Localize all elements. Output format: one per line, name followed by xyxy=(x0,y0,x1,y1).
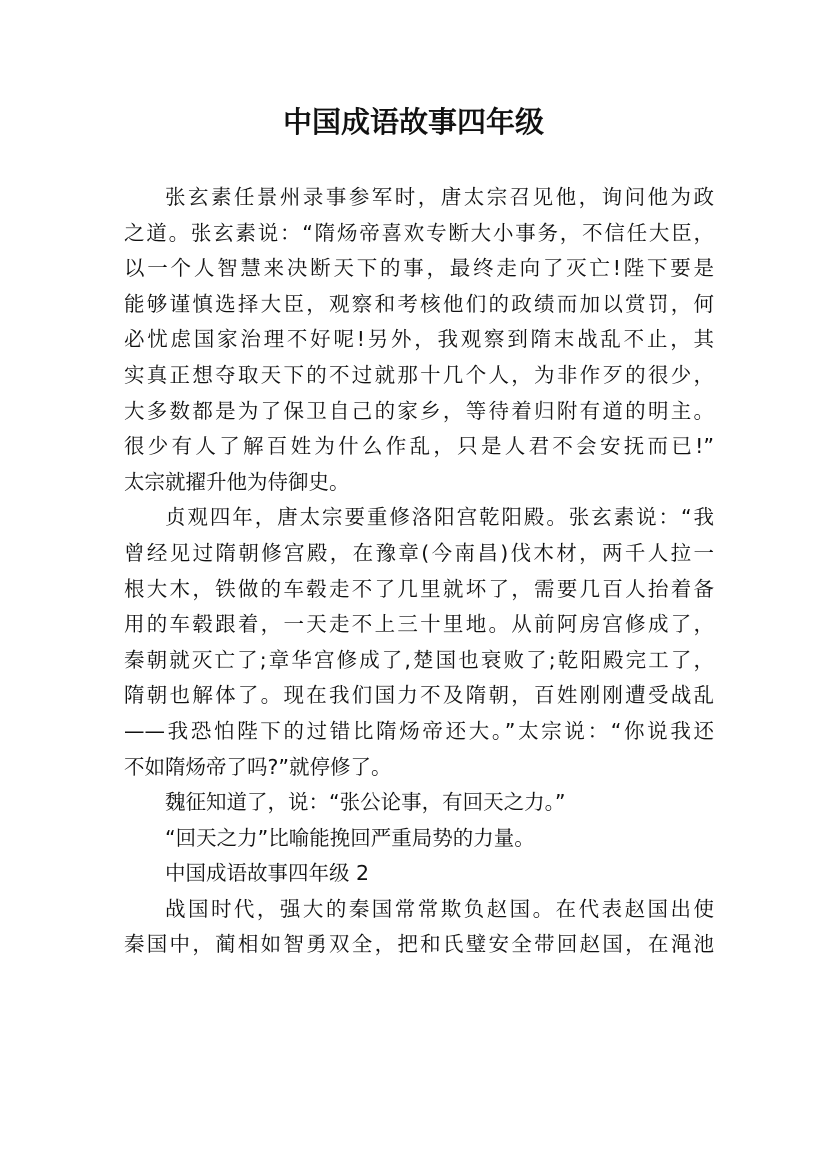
paragraph xyxy=(124,180,714,500)
text-line: 秦朝就灭亡了;章华宫修成了,楚国也衰败了;乾阳殿完工了， xyxy=(124,647,714,672)
text-line: 曾经见过隋朝修宫殿，在豫章(今南昌)伐木材，两千人拉一 xyxy=(124,540,714,565)
text-line: 实真正想夺取天下的不过就那十几个人，为非作歹的很少， xyxy=(124,362,714,387)
text-line: 之道。张玄素说：“隋炀帝喜欢专断大小事务，不信任大臣， xyxy=(124,220,714,245)
text-line: “回天之力”比喻能挽回严重局势的力量。 xyxy=(165,825,535,850)
paragraph xyxy=(124,500,714,785)
section-heading xyxy=(124,856,714,892)
text-line: 战国时代，强大的秦国常常欺负赵国。在代表赵国出使 xyxy=(165,896,714,921)
text-line: 魏征知道了，说：“张公论事，有回天之力。” xyxy=(165,790,566,815)
text-line: 以一个人智慧来决断天下的事，最终走向了灭亡!陛下要是 xyxy=(124,256,714,281)
text-line: 中国成语故事四年级 2 xyxy=(165,861,370,886)
text-line: 根大木，铁做的车毂走不了几里就坏了，需要几百人抬着备 xyxy=(124,576,714,601)
paragraph xyxy=(124,892,714,963)
text-line: 大多数都是为了保卫自己的家乡，等待着归附有道的明主。 xyxy=(124,398,714,423)
text-line: 很少有人了解百姓为什么作乱，只是人君不会安抚而已!” xyxy=(124,434,714,459)
document-body xyxy=(124,180,714,963)
text-line: 太宗就擢升他为侍御史。 xyxy=(124,469,350,494)
text-line: 用的车毂跟着，一天走不上三十里地。从前阿房宫修成了， xyxy=(124,612,714,637)
paragraph xyxy=(124,785,714,821)
text-line: 不如隋炀帝了吗?”就停修了。 xyxy=(124,754,392,779)
text-line: ——我恐怕陛下的过错比隋炀帝还大。”太宗说：“你说我还 xyxy=(124,718,714,743)
text-line: 隋朝也解体了。现在我们国力不及隋朝，百姓刚刚遭受战乱 xyxy=(124,683,714,708)
text-line: 贞观四年，唐太宗要重修洛阳宫乾阳殿。张玄素说：“我 xyxy=(165,505,714,530)
text-line: 能够谨慎选择大臣，观察和考核他们的政绩而加以赏罚，何 xyxy=(124,291,714,316)
paragraph xyxy=(124,821,714,857)
text-line: 张玄素任景州录事参军时，唐太宗召见他，询问他为政 xyxy=(165,185,714,209)
text-line: 必忧虑国家治理不好呢!另外，我观察到隋末战乱不止，其 xyxy=(124,327,714,352)
text-line: 秦国中，蔺相如智勇双全，把和氏璧安全带回赵国，在渑池 xyxy=(124,932,714,957)
document-title: 中国成语故事四年级 xyxy=(282,105,544,139)
